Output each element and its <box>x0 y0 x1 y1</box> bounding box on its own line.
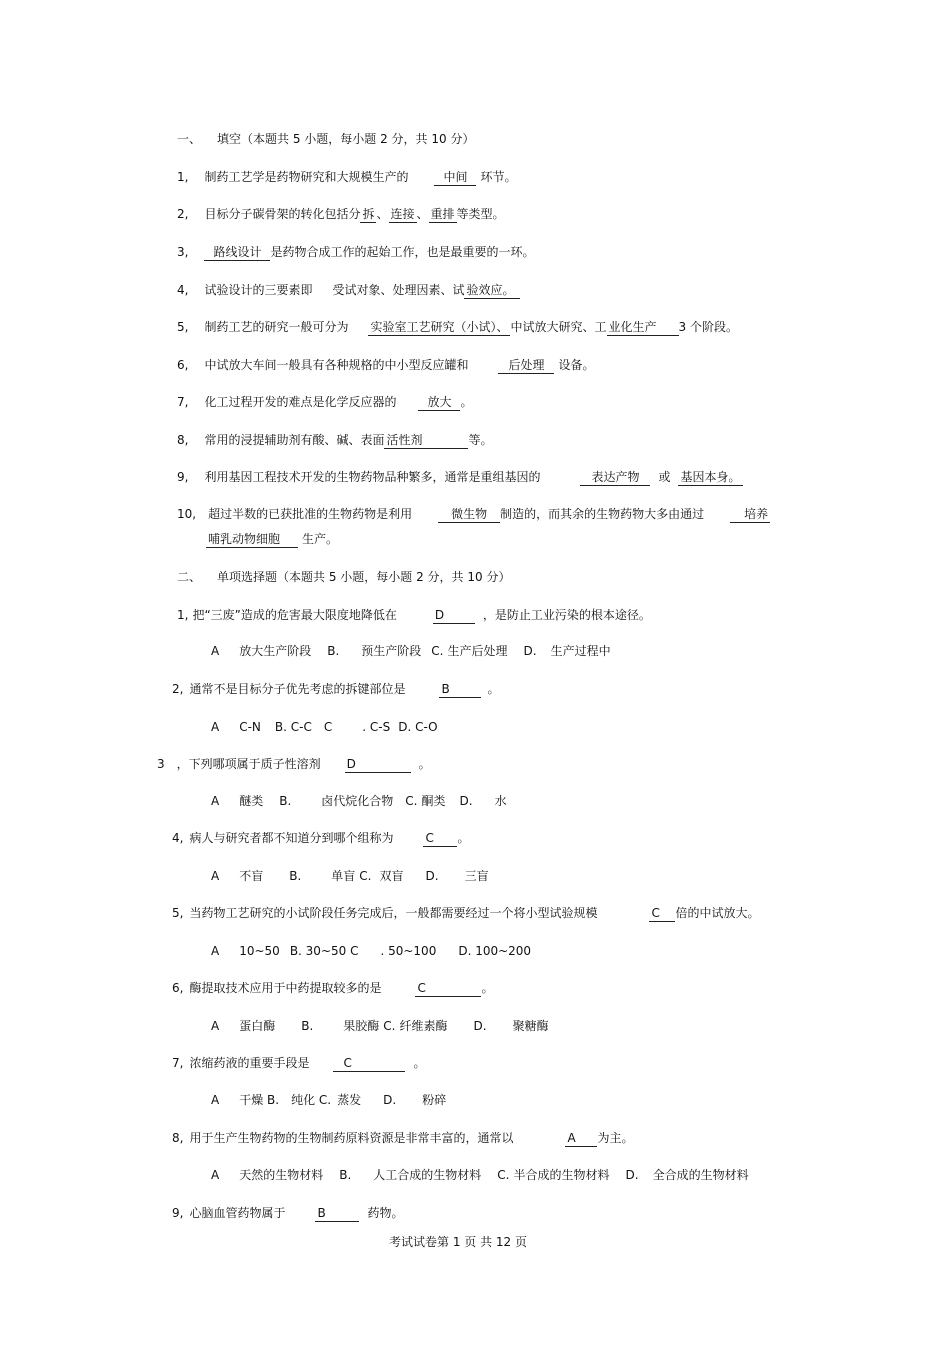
section-1-number: 一、 <box>177 132 202 146</box>
choice-item-1 <box>177 607 651 624</box>
item-text: 病人与研究者都不知道分到哪个组称为 <box>189 831 394 845</box>
fill-item-8 <box>177 432 492 449</box>
item-text: 目标分子碳骨架的转化包括分 <box>204 207 361 221</box>
choice-7-options <box>211 1092 446 1108</box>
item-number: 6, <box>172 981 184 995</box>
section-1-heading <box>177 131 474 147</box>
item-text: 为主。 <box>597 1131 634 1145</box>
item-text: 、 <box>416 207 429 221</box>
item-text: 当药物工艺研究的小试阶段任务完成后，一般都需要经过一个将小型试验规模 <box>189 906 598 920</box>
option-letter: B. <box>289 869 302 883</box>
item-number: 5, <box>172 906 184 920</box>
option-text: 放大生产阶段 <box>239 644 312 658</box>
option-text: 半合成的生物材料 <box>513 1168 610 1182</box>
item-number: 5, <box>177 320 189 334</box>
item-text: 、 <box>376 207 389 221</box>
fill-item-7 <box>177 394 472 411</box>
page-footer: 考试试卷第 1 页 共 12 页 <box>389 1235 527 1249</box>
option-text: 蒸发 <box>337 1093 362 1107</box>
choice-item-7 <box>172 1055 425 1072</box>
choice-item-3 <box>157 756 431 773</box>
option-text: 粉碎 <box>422 1093 447 1107</box>
item-number: 1, <box>177 608 189 622</box>
fill-item-3 <box>177 244 534 261</box>
item-text: 。 <box>460 395 473 409</box>
fill-item-2 <box>177 206 505 223</box>
answer-blank: C <box>649 905 675 922</box>
section-2-title: 单项选择题（本题共 5 小题，每小题 2 分，共 10 分） <box>217 570 511 584</box>
option-text: 蛋白酶 <box>239 1019 276 1033</box>
item-number: 8, <box>172 1131 184 1145</box>
item-number: 4, <box>177 283 189 297</box>
option-text: . C-S <box>362 720 391 734</box>
answer-blank: C <box>423 830 457 847</box>
answer-blank: 哺乳动物细胞 <box>206 531 298 548</box>
item-text: 用于生产生物药物的生物制药原料资源是非常丰富的，通常以 <box>189 1131 514 1145</box>
item-number: 9, <box>177 470 189 484</box>
item-text: 环节。 <box>480 170 517 184</box>
section-1-title: 填空（本题共 5 小题，每小题 2 分，共 10 分） <box>217 132 475 146</box>
answer-blank: B <box>439 681 481 698</box>
answer-blank: 拆 <box>362 207 375 221</box>
item-text: 受试对象、处理因素、试 <box>332 283 465 297</box>
choice-4-options <box>211 868 489 884</box>
option-letter: B. <box>327 644 340 658</box>
item-text: 超过半数的已获批准的生物药物是利用 <box>208 507 413 521</box>
item-text: 制药工艺的研究一般可分为 <box>204 320 349 334</box>
choice-1-options <box>211 643 611 659</box>
answer-blank: 表达产物 <box>580 469 650 486</box>
item-text: 3 个阶段。 <box>678 320 738 334</box>
option-text: 全合成的生物材料 <box>652 1168 749 1182</box>
choice-2-options <box>211 719 438 735</box>
choice-item-5 <box>172 905 759 922</box>
item-text: 。 <box>481 981 494 995</box>
fill-item-9 <box>177 469 743 486</box>
item-number: 6, <box>177 358 189 372</box>
item-text: 酶提取技术应用于中药提取较多的是 <box>189 981 382 995</box>
choice-item-6 <box>172 980 493 997</box>
item-number: 10, <box>177 507 197 521</box>
choice-item-2 <box>172 681 499 698</box>
choice-6-options <box>211 1018 549 1034</box>
option-text: 干燥 B. <box>239 1093 280 1107</box>
item-text: 中试放大车间一般具有各种规格的中小型反应罐和 <box>204 358 469 372</box>
answer-blank: B <box>315 1205 359 1222</box>
answer-blank: D <box>345 756 411 773</box>
choice-5-options <box>211 943 531 959</box>
option-text: D. 100~200 <box>458 944 532 958</box>
option-letter: C. <box>359 869 372 883</box>
answer-blank: 基因本身。 <box>680 470 741 484</box>
fill-item-10 <box>177 506 770 523</box>
item-text: 试验设计的三要素即 <box>204 283 313 297</box>
item-text: 下列哪项属于质子性溶剂 <box>188 757 321 771</box>
option-text: 卤代烷化合物 <box>321 794 394 808</box>
item-text: ，是防止工业污染的根本途径。 <box>482 608 651 622</box>
option-text: 三盲 <box>464 869 489 883</box>
fill-item-5 <box>177 319 738 336</box>
option-text: C-N <box>239 720 261 734</box>
option-text: 生产后处理 <box>447 644 508 658</box>
choice-item-8 <box>172 1130 633 1147</box>
item-text: 。 <box>413 1056 426 1070</box>
option-letter: C. <box>405 794 418 808</box>
item-number: 2, <box>172 682 184 696</box>
item-text: 常用的浸提辅助剂有酸、碱、表面 <box>204 433 385 447</box>
option-letter: B. <box>279 794 292 808</box>
item-text: 制药工艺学是药物研究和大规模生产的 <box>204 170 409 184</box>
option-text: 10~50 <box>239 944 280 958</box>
option-letter: A <box>211 644 220 658</box>
choice-item-4 <box>172 830 469 847</box>
option-letter: A <box>211 1168 220 1182</box>
choice-8-options <box>211 1167 749 1183</box>
item-text: 利用基因工程技术开发的生物药物品种繁多，通常是重组基因的 <box>204 470 541 484</box>
item-text: 。 <box>457 831 470 845</box>
answer-blank: 实验室工艺研究（小试）、 <box>370 320 509 334</box>
option-text: 双盲 <box>379 869 404 883</box>
option-letter: A <box>211 1019 220 1033</box>
option-text: 醚类 <box>239 794 264 808</box>
option-letter: D. <box>459 794 473 808</box>
section-2-heading <box>177 569 510 585</box>
option-letter: D. <box>523 644 537 658</box>
choice-item-9 <box>172 1205 403 1222</box>
option-text: D. C-O <box>398 720 438 734</box>
item-text: ， <box>176 757 189 771</box>
item-text: 制造的，而其余的生物药物大多由通过 <box>500 507 705 521</box>
option-text: 水 <box>494 794 507 808</box>
item-text: 。 <box>487 682 500 696</box>
option-letter: A <box>211 869 220 883</box>
answer-blank: 微生物 <box>438 506 500 523</box>
option-text: 人工合成的生物材料 <box>373 1168 482 1182</box>
fill-item-4 <box>177 282 520 299</box>
option-text: 生产过程中 <box>550 644 611 658</box>
option-letter: B. <box>301 1019 314 1033</box>
option-letter: D. <box>425 869 439 883</box>
choice-3-options <box>211 793 507 809</box>
option-text: 纤维素酶 <box>399 1019 448 1033</box>
option-letter: D. <box>383 1093 397 1107</box>
item-number: 2, <box>177 207 189 221</box>
option-letter: C. <box>383 1019 396 1033</box>
option-letter: D. <box>473 1019 487 1033</box>
answer-blank: 连接 <box>390 207 415 221</box>
option-text: 酮类 <box>421 794 446 808</box>
item-number: 8, <box>177 433 189 447</box>
answer-blank: C <box>415 980 481 997</box>
item-number: 3 <box>157 757 165 771</box>
option-text: 果胶酶 <box>343 1019 380 1033</box>
item-number: 9, <box>172 1206 184 1220</box>
item-text: 化工过程开发的难点是化学反应器的 <box>204 395 397 409</box>
item-number: 7, <box>172 1056 184 1070</box>
answer-blank: A <box>565 1130 597 1147</box>
option-text: 不盲 <box>239 869 264 883</box>
option-text: 聚糖酶 <box>512 1019 549 1033</box>
option-text: B. C-C <box>274 720 312 734</box>
answer-blank: 后处理 <box>498 357 554 374</box>
item-text: 倍的中试放大。 <box>675 906 760 920</box>
answer-blank: D <box>433 607 475 624</box>
option-text: . 50~100 <box>380 944 437 958</box>
answer-blank: 业化生产 <box>607 319 679 336</box>
item-text: 设备。 <box>558 358 595 372</box>
item-text: 通常不是目标分子优先考虑的拆键部位是 <box>189 682 406 696</box>
item-text: 把“三废”造成的危害最大限度地降低在 <box>192 608 397 622</box>
option-text: 天然的生物材料 <box>239 1168 324 1182</box>
fill-item-6 <box>177 357 594 374</box>
option-letter: D. <box>625 1168 639 1182</box>
option-letter: C. <box>431 644 444 658</box>
answer-blank: 培养 <box>730 506 770 523</box>
item-text: 等。 <box>468 433 493 447</box>
item-number: 7, <box>177 395 189 409</box>
option-letter: A <box>211 944 220 958</box>
item-text: 心脑血管药物属于 <box>189 1206 286 1220</box>
item-text: 药物。 <box>367 1206 404 1220</box>
item-number: 1, <box>177 170 189 184</box>
section-2-number: 二、 <box>177 570 202 584</box>
item-text: 生产。 <box>302 532 339 546</box>
answer-blank: 验效应。 <box>464 282 520 299</box>
item-text: 等类型。 <box>456 207 505 221</box>
answer-blank: 放大 <box>418 394 460 411</box>
fill-item-10-continued <box>206 531 338 548</box>
answer-blank: C <box>333 1055 405 1072</box>
answer-blank: 路线设计 <box>204 244 270 261</box>
option-text: B. 30~50 C <box>289 944 359 958</box>
option-letter: C. <box>497 1168 510 1182</box>
option-letter: A <box>211 794 220 808</box>
option-letter: B. <box>339 1168 352 1182</box>
option-text: 纯化 C. <box>291 1093 332 1107</box>
answer-blank: 重排 <box>430 207 455 221</box>
item-text: 或 <box>658 470 671 484</box>
option-letter: A <box>211 720 220 734</box>
option-letter: A <box>211 1093 220 1107</box>
item-text: 。 <box>418 757 431 771</box>
item-number: 3, <box>177 245 189 259</box>
option-text: 预生产阶段 <box>361 644 422 658</box>
option-letter: C <box>323 720 333 734</box>
answer-blank: 活性剂 <box>384 432 468 449</box>
item-text: 是药物合成工作的起始工作，也是最重要的一环。 <box>270 245 535 259</box>
fill-item-1 <box>177 169 516 186</box>
item-number: 4, <box>172 831 184 845</box>
item-text: 中试放大研究、工 <box>510 320 607 334</box>
answer-blank: 中间 <box>434 169 476 186</box>
item-text: 浓缩药液的重要手段是 <box>189 1056 310 1070</box>
option-text: 单盲 <box>331 869 356 883</box>
